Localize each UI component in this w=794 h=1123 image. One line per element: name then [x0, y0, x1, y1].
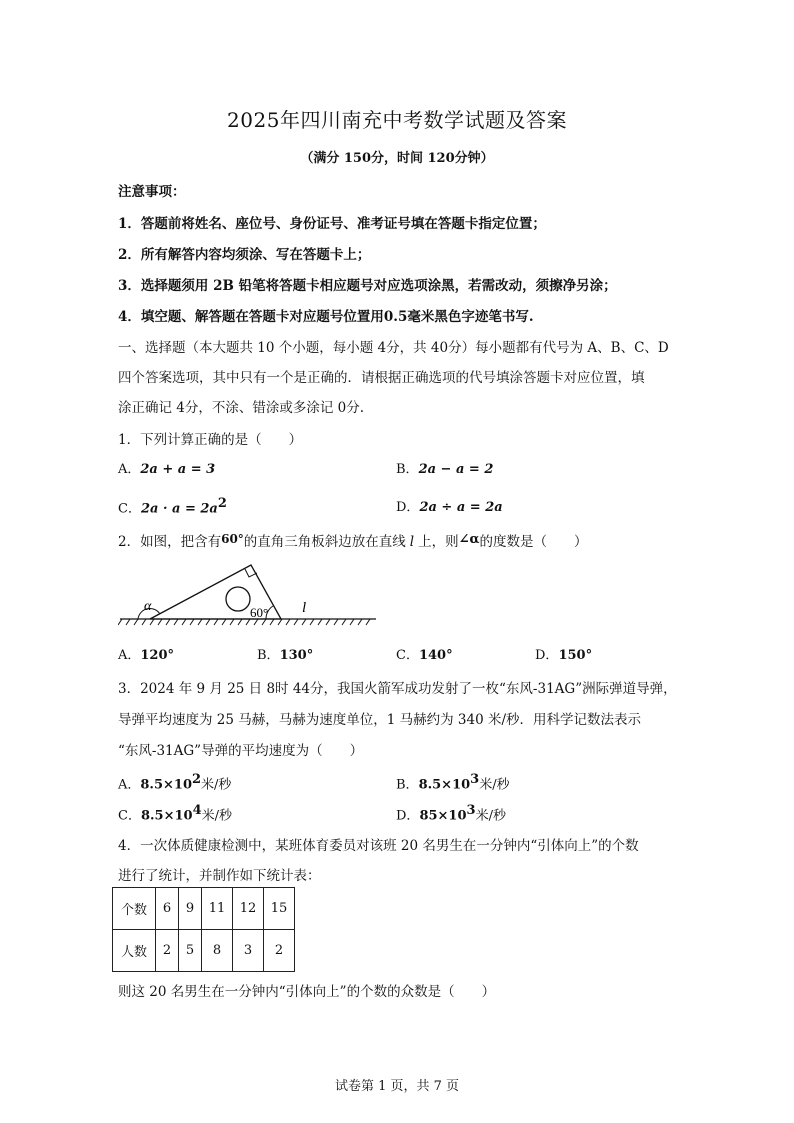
- note-item: 4．填空题、解答题在答题卡对应题号位置用0.5毫米黑色字迹笔书写.: [118, 309, 534, 325]
- page-footer: 试卷第 1 页，共 7 页: [334, 1079, 460, 1094]
- note-item: 3．选择题须用 2B 铅笔将答题卡相应题号对应选项涂黑，若需改动，须擦净另涂；: [118, 278, 617, 294]
- option-expr: 2a · a = 2a: [140, 501, 218, 517]
- option-value: 130°: [279, 648, 314, 663]
- q2-option-a: [118, 644, 174, 663]
- q4-stem-line: 进行了统计，并制作如下统计表：: [118, 868, 321, 884]
- q1-option-a: [118, 458, 215, 477]
- option-exponent: 4: [192, 803, 202, 818]
- option-label: B．: [257, 648, 280, 663]
- triangle-hole: [226, 587, 250, 611]
- triangle-on-line-figure: [118, 560, 378, 630]
- section-heading-line: 涂正确记 4分，不涂、错涂或多涂记 0分.: [118, 400, 365, 416]
- line-label: l: [302, 600, 307, 616]
- table-cell: 个数: [113, 888, 156, 930]
- section-heading-line: 四个答案选项，其中只有一个是正确的．请根据正确选项的代号填涂答题卡对应位置，填: [118, 370, 645, 386]
- angle-label: 60°: [250, 605, 269, 620]
- option-base: 8.5×10: [140, 777, 192, 793]
- note-item: 1．答题前将姓名、座位号、身份证号、准考证号填在答题卡指定位置；: [118, 216, 546, 232]
- page-title: 2025年四川南充中考数学试题及答案: [227, 108, 567, 132]
- q3-option-d: [396, 803, 506, 823]
- q2-stem: [118, 530, 588, 550]
- note-item: 2．所有解答内容均须涂、写在答题卡上；: [118, 247, 371, 263]
- option-label: D．: [396, 500, 420, 515]
- notes-heading: 注意事项：: [118, 184, 186, 200]
- option-label: C．: [118, 501, 141, 517]
- table-cell: 2: [264, 930, 295, 972]
- option-base: 85×10: [419, 808, 467, 824]
- option-label: A．: [118, 462, 141, 477]
- stats-table: [112, 887, 295, 972]
- q2-option-b: [257, 644, 313, 663]
- option-expr: 2a + a = 3: [140, 462, 216, 477]
- option-value: 150°: [558, 648, 593, 663]
- option-unit: 米/秒: [479, 777, 510, 793]
- option-exponent: 2: [192, 772, 202, 787]
- table-cell: 5: [179, 930, 202, 972]
- q1-option-c: [118, 496, 227, 516]
- table-cell: 12: [233, 888, 264, 930]
- option-unit: 米/秒: [475, 808, 506, 824]
- option-unit: 米/秒: [201, 808, 232, 824]
- q4-question: 则这 20 名男生在一分钟内“引体向上”的个数的众数是（ ）: [118, 984, 496, 1000]
- option-label: B．: [396, 777, 419, 793]
- q2-line-name: l: [409, 534, 415, 550]
- q1-option-b: [396, 458, 493, 477]
- option-value: 120°: [140, 648, 175, 663]
- line-hatching: [118, 619, 370, 625]
- option-label: C．: [396, 648, 419, 663]
- q4-stem-line: 4．一次体质健康检测中，某班体育委员对该班 20 名男生在一分钟内“引体向上”的个数: [118, 838, 639, 854]
- table-cell: 6: [156, 888, 179, 930]
- option-expr: 2a − a = 2: [418, 462, 494, 477]
- q3-stem-line: “东风-31AG”导弹的平均速度为（ ）: [118, 743, 364, 759]
- table-cell: 8: [202, 930, 233, 972]
- q3-option-a: [118, 772, 231, 792]
- table-cell: 11: [202, 888, 233, 930]
- q1-stem: 1．下列计算正确的是（ ）: [118, 432, 303, 448]
- option-label: B．: [396, 462, 419, 477]
- option-exponent: 3: [466, 803, 476, 818]
- option-value: 140°: [418, 648, 453, 663]
- q2-option-c: [396, 644, 453, 663]
- table-cell: 15: [264, 888, 295, 930]
- option-label: D．: [535, 648, 559, 663]
- option-label: A．: [118, 648, 141, 663]
- section-heading-line: 一、选择题（本大题共 10 个小题，每小题 4分，共 40分）每小题都有代号为 A、B、C、D: [118, 340, 669, 356]
- table-cell: 3: [233, 930, 264, 972]
- q2-alpha: ∠α: [458, 532, 480, 547]
- q2-stem-text: 的度数是（ ）: [479, 534, 588, 550]
- table-row: [113, 888, 295, 930]
- alpha-label: α: [144, 599, 152, 614]
- option-base: 8.5×10: [418, 777, 471, 793]
- q3-stem-line: 导弹平均速度为 25 马赫，马赫为速度单位，1 马赫约为 340 米/秒．用科学记数法表示: [118, 712, 642, 728]
- q2-stem-text: 2．如图，把含有: [118, 534, 222, 550]
- q2-stem-text: 的直角三角板斜边放在直线: [243, 534, 406, 550]
- option-label: C．: [118, 808, 141, 824]
- option-expr: 2a ÷ a = 2a: [419, 500, 503, 515]
- option-label: A．: [118, 777, 141, 793]
- option-base: 8.5×10: [140, 808, 193, 824]
- q3-stem-line: 3．2024 年 9 月 25 日 8时 44分，我国火箭军成功发射了一枚“东风-31AG”洲际弹道导弹，: [118, 681, 677, 697]
- option-exponent: 2: [217, 496, 227, 511]
- table-cell: 人数: [113, 930, 156, 972]
- q3-option-c: [118, 803, 232, 823]
- option-unit: 米/秒: [201, 777, 232, 793]
- q3-option-b: [396, 772, 510, 792]
- table-cell: 2: [156, 930, 179, 972]
- q2-angle-value: 60°: [221, 532, 244, 546]
- q1-option-d: [396, 496, 503, 515]
- q2-stem-text: 上，则: [418, 534, 459, 550]
- option-exponent: 3: [470, 772, 480, 787]
- table-cell: 9: [179, 888, 202, 930]
- option-label: D．: [396, 808, 420, 824]
- exam-info: （满分 150分，时间 120分钟）: [300, 151, 494, 166]
- q2-option-d: [535, 644, 592, 663]
- table-row: [113, 930, 295, 972]
